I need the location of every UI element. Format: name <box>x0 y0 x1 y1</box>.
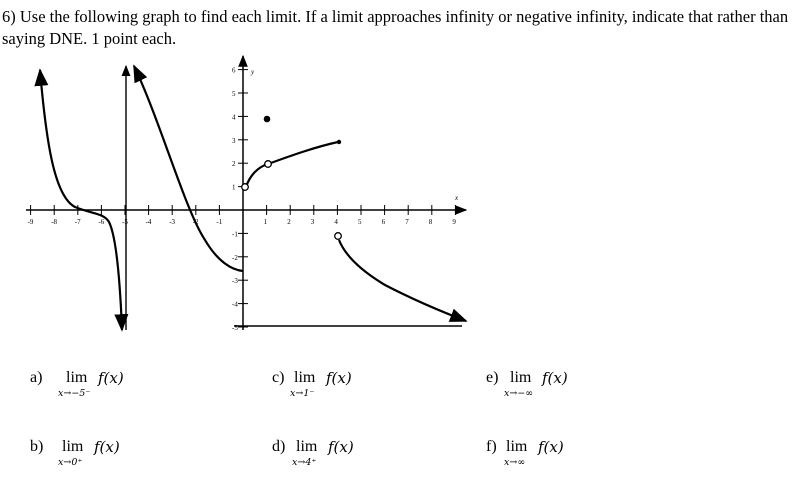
y-tick-label: -1 <box>232 230 238 239</box>
x-tick-label: 7 <box>405 218 409 226</box>
x-tick-label: -5 <box>122 218 128 226</box>
y-tick-label: 1 <box>232 183 236 192</box>
x-tick-label: 1 <box>263 218 268 226</box>
function-text: f(x) <box>326 369 352 387</box>
lim-text: lim <box>66 369 88 386</box>
lim-text: lim <box>506 438 528 455</box>
x-tick-label: -7 <box>74 218 81 226</box>
open-point-4-neg1 <box>335 233 342 240</box>
problem-instructions: 6) Use the following graph to find each limit. If a limit approaches infinity or negative infinity, indicate that rather than saying DNE. 1 point each. <box>2 7 789 48</box>
limit-subscript: x→4⁺ <box>292 457 317 468</box>
y-ticks <box>232 67 248 332</box>
function-text: f(x) <box>538 438 564 456</box>
lim-text: lim <box>296 438 318 455</box>
lim-text: lim <box>510 369 532 386</box>
part-label: f) <box>486 438 497 455</box>
x-tick-label: 3 <box>310 218 315 226</box>
x-tick-label: -9 <box>27 218 34 226</box>
x-tick-label: 6 <box>381 218 386 226</box>
x-tick-label: -8 <box>51 218 58 226</box>
x-tick-label: -4 <box>145 218 152 226</box>
limit-subscript: x→−5⁻ <box>58 388 91 399</box>
part-label: d) <box>272 438 286 455</box>
limit-subscript: x→−∞ <box>504 388 534 399</box>
function-text: f(x) <box>94 438 120 456</box>
x-tick-label: -3 <box>169 218 176 226</box>
y-tick-label: 5 <box>232 90 236 98</box>
x-tick-label: 2 <box>287 218 291 226</box>
x-ticks <box>28 205 457 226</box>
x-tick-label: 4 <box>334 218 338 226</box>
y-tick-label: -4 <box>232 300 238 309</box>
limit-subscript: x→∞ <box>504 457 526 468</box>
function-text: f(x) <box>542 369 568 387</box>
x-axis-name: x <box>455 194 459 202</box>
curve-right-lower <box>339 240 466 321</box>
closed-point-4-3 <box>337 140 341 144</box>
part-label: e) <box>486 369 499 386</box>
part-label: a) <box>30 369 43 386</box>
limit-subscript: x→0⁺ <box>58 457 83 468</box>
y-tick-label: 3 <box>232 136 236 145</box>
function-text: f(x) <box>328 438 354 456</box>
x-tick-label: -2 <box>192 218 199 226</box>
x-tick-label: 8 <box>428 218 433 226</box>
x-tick-label: -6 <box>98 218 105 226</box>
curve-right-upper <box>246 142 338 187</box>
y-tick-label: -2 <box>232 253 238 262</box>
x-tick-label: 9 <box>452 218 456 226</box>
y-tick-label: 6 <box>232 66 236 75</box>
y-tick-label: -5 <box>232 324 238 332</box>
x-tick-label: 5 <box>358 218 362 226</box>
part-label: b) <box>30 438 44 455</box>
open-point-0-1 <box>242 184 249 191</box>
x-tick-label: -1 <box>216 218 223 226</box>
function-text: f(x) <box>98 369 124 387</box>
y-tick-label: 2 <box>232 160 236 169</box>
y-tick-label: 4 <box>232 113 236 122</box>
limit-subscript: x→1⁻ <box>290 388 315 399</box>
lim-text: lim <box>294 369 316 386</box>
y-tick-label: -3 <box>232 277 238 286</box>
part-label: c) <box>272 369 285 386</box>
curve-left-branch <box>40 70 122 330</box>
closed-point-1-4 <box>264 116 271 123</box>
curve-middle-branch <box>134 66 243 271</box>
y-axis-name: y <box>251 68 255 76</box>
lim-text: lim <box>62 438 84 455</box>
open-point-1-2 <box>265 161 272 168</box>
